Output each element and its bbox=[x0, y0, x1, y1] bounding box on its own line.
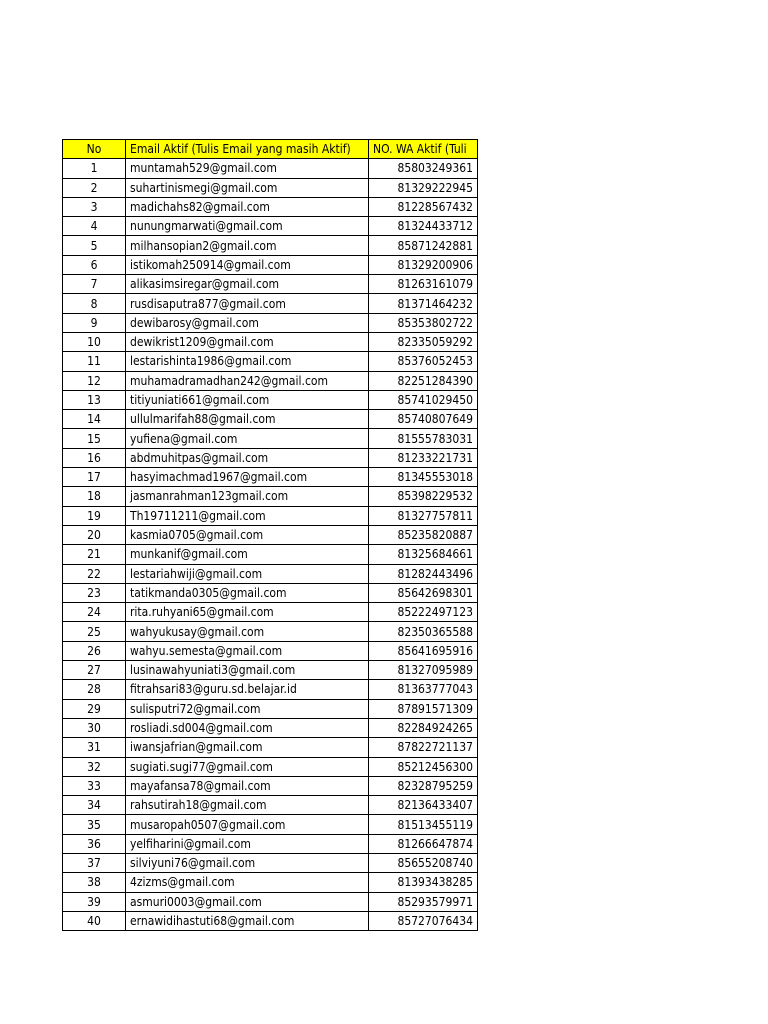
email-cell[interactable]: silviyuni76@gmail.com bbox=[126, 853, 369, 872]
row-number-cell[interactable]: 4 bbox=[63, 217, 126, 236]
table-row bbox=[63, 487, 478, 506]
wa-number-cell[interactable]: 82284924265 bbox=[369, 718, 478, 737]
email-cell[interactable]: wahyu.semesta@gmail.com bbox=[126, 641, 369, 660]
table-row bbox=[63, 506, 478, 525]
table-row bbox=[63, 796, 478, 815]
wa-number-cell[interactable]: 87822721137 bbox=[369, 738, 478, 757]
table-row bbox=[63, 583, 478, 602]
row-number-cell[interactable]: 35 bbox=[63, 815, 126, 834]
email-cell[interactable]: 4zizms@gmail.com bbox=[126, 873, 369, 892]
table-row bbox=[63, 159, 478, 178]
email-cell[interactable]: muhamadramadhan242@gmail.com bbox=[126, 371, 369, 390]
data-table bbox=[62, 139, 478, 931]
table-row bbox=[63, 448, 478, 467]
wa-number-cell[interactable]: 85655208740 bbox=[369, 853, 478, 872]
table-body bbox=[63, 159, 478, 931]
wa-number-cell[interactable]: 81282443496 bbox=[369, 564, 478, 583]
email-cell[interactable]: yelfiharini@gmail.com bbox=[126, 834, 369, 853]
row-number-cell[interactable]: 5 bbox=[63, 236, 126, 255]
row-number-cell[interactable]: 3 bbox=[63, 197, 126, 216]
wa-number-cell[interactable]: 85353802722 bbox=[369, 313, 478, 332]
email-cell[interactable]: lestariahwiji@gmail.com bbox=[126, 564, 369, 583]
table-row bbox=[63, 371, 478, 390]
email-cell[interactable]: munkanif@gmail.com bbox=[126, 545, 369, 564]
row-number-cell[interactable]: 6 bbox=[63, 255, 126, 274]
wa-number-cell[interactable]: 85642698301 bbox=[369, 583, 478, 602]
row-number-cell[interactable]: 2 bbox=[63, 178, 126, 197]
table-row bbox=[63, 313, 478, 332]
table-row bbox=[63, 197, 478, 216]
row-number-cell[interactable]: 23 bbox=[63, 583, 126, 602]
table-row bbox=[63, 738, 478, 757]
row-number-cell[interactable]: 17 bbox=[63, 468, 126, 487]
wa-number-cell[interactable]: 85727076434 bbox=[369, 911, 478, 930]
wa-number-cell[interactable]: 81329200906 bbox=[369, 255, 478, 274]
wa-number-cell[interactable]: 81266647874 bbox=[369, 834, 478, 853]
table-row bbox=[63, 680, 478, 699]
email-cell[interactable]: wahyukusay@gmail.com bbox=[126, 622, 369, 641]
wa-number-cell[interactable]: 81228567432 bbox=[369, 197, 478, 216]
row-number-cell[interactable]: 14 bbox=[63, 410, 126, 429]
row-number-cell[interactable]: 9 bbox=[63, 313, 126, 332]
row-number-cell[interactable]: 8 bbox=[63, 294, 126, 313]
email-cell[interactable]: lusinawahyuniati3@gmail.com bbox=[126, 661, 369, 680]
email-cell[interactable]: sugiati.sugi77@gmail.com bbox=[126, 757, 369, 776]
wa-number-cell[interactable]: 81513455119 bbox=[369, 815, 478, 834]
email-cell[interactable]: istikomah250914@gmail.com bbox=[126, 255, 369, 274]
row-number-cell[interactable]: 31 bbox=[63, 738, 126, 757]
row-number-cell[interactable]: 29 bbox=[63, 699, 126, 718]
row-number-cell[interactable]: 16 bbox=[63, 448, 126, 467]
wa-number-cell[interactable]: 81555783031 bbox=[369, 429, 478, 448]
wa-number-cell[interactable]: 85641695916 bbox=[369, 641, 478, 660]
row-number-cell[interactable]: 12 bbox=[63, 371, 126, 390]
table-row bbox=[63, 911, 478, 930]
row-number-cell[interactable]: 39 bbox=[63, 892, 126, 911]
wa-number-cell[interactable]: 85235820887 bbox=[369, 525, 478, 544]
table-row bbox=[63, 603, 478, 622]
email-cell[interactable]: dewikrist1209@gmail.com bbox=[126, 332, 369, 351]
row-number-cell[interactable]: 25 bbox=[63, 622, 126, 641]
email-cell[interactable]: rusdisaputra877@gmail.com bbox=[126, 294, 369, 313]
email-cell[interactable]: milhansopian2@gmail.com bbox=[126, 236, 369, 255]
table-row bbox=[63, 255, 478, 274]
email-cell[interactable]: abdmuhitpas@gmail.com bbox=[126, 448, 369, 467]
wa-number-cell[interactable]: 85222497123 bbox=[369, 603, 478, 622]
table-row bbox=[63, 757, 478, 776]
row-number-cell[interactable]: 34 bbox=[63, 796, 126, 815]
row-number-cell[interactable]: 19 bbox=[63, 506, 126, 525]
email-cell[interactable]: titiyuniati661@gmail.com bbox=[126, 390, 369, 409]
email-cell[interactable]: rahsutirah18@gmail.com bbox=[126, 796, 369, 815]
wa-number-cell[interactable]: 81233221731 bbox=[369, 448, 478, 467]
table-row bbox=[63, 236, 478, 255]
wa-number-cell[interactable]: 81324433712 bbox=[369, 217, 478, 236]
wa-number-cell[interactable]: 82328795259 bbox=[369, 776, 478, 795]
email-cell[interactable]: tatikmanda0305@gmail.com bbox=[126, 583, 369, 602]
table-row bbox=[63, 564, 478, 583]
header-email[interactable]: Email Aktif (Tulis Email yang masih Aktif) bbox=[126, 140, 369, 159]
table-row bbox=[63, 699, 478, 718]
row-number-cell[interactable]: 28 bbox=[63, 680, 126, 699]
row-number-cell[interactable]: 20 bbox=[63, 525, 126, 544]
wa-number-cell[interactable]: 82251284390 bbox=[369, 371, 478, 390]
wa-number-cell[interactable]: 85376052453 bbox=[369, 352, 478, 371]
row-number-cell[interactable]: 40 bbox=[63, 911, 126, 930]
row-number-cell[interactable]: 7 bbox=[63, 275, 126, 294]
table-row bbox=[63, 390, 478, 409]
table-row bbox=[63, 410, 478, 429]
email-cell[interactable]: Th19711211@gmail.com bbox=[126, 506, 369, 525]
email-cell[interactable]: iwansjafrian@gmail.com bbox=[126, 738, 369, 757]
row-number-cell[interactable]: 33 bbox=[63, 776, 126, 795]
email-cell[interactable]: lestarishinta1986@gmail.com bbox=[126, 352, 369, 371]
email-cell[interactable]: madichahs82@gmail.com bbox=[126, 197, 369, 216]
wa-number-cell[interactable]: 81327095989 bbox=[369, 661, 478, 680]
table-row bbox=[63, 352, 478, 371]
row-number-cell[interactable]: 22 bbox=[63, 564, 126, 583]
email-cell[interactable]: rita.ruhyani65@gmail.com bbox=[126, 603, 369, 622]
email-cell[interactable]: dewibarosy@gmail.com bbox=[126, 313, 369, 332]
table-row bbox=[63, 853, 478, 872]
table-row bbox=[63, 525, 478, 544]
table-row bbox=[63, 545, 478, 564]
row-number-cell[interactable]: 30 bbox=[63, 718, 126, 737]
table-row bbox=[63, 661, 478, 680]
wa-number-cell[interactable]: 81325684661 bbox=[369, 545, 478, 564]
table-row bbox=[63, 892, 478, 911]
wa-number-cell[interactable]: 85740807649 bbox=[369, 410, 478, 429]
table-row bbox=[63, 275, 478, 294]
wa-number-cell[interactable]: 85398229532 bbox=[369, 487, 478, 506]
wa-number-cell[interactable]: 81363777043 bbox=[369, 680, 478, 699]
wa-number-cell[interactable]: 87891571309 bbox=[369, 699, 478, 718]
header-row bbox=[63, 140, 478, 159]
table-row bbox=[63, 776, 478, 795]
header-no[interactable]: No bbox=[63, 140, 126, 159]
table-row bbox=[63, 332, 478, 351]
row-number-cell[interactable]: 18 bbox=[63, 487, 126, 506]
wa-number-cell[interactable]: 82136433407 bbox=[369, 796, 478, 815]
email-cell[interactable]: asmuri0003@gmail.com bbox=[126, 892, 369, 911]
email-cell[interactable]: nunungmarwati@gmail.com bbox=[126, 217, 369, 236]
table-row bbox=[63, 641, 478, 660]
row-number-cell[interactable]: 13 bbox=[63, 390, 126, 409]
table-row bbox=[63, 468, 478, 487]
row-number-cell[interactable]: 37 bbox=[63, 853, 126, 872]
table-row bbox=[63, 834, 478, 853]
email-cell[interactable]: ullulmarifah88@gmail.com bbox=[126, 410, 369, 429]
table-row bbox=[63, 718, 478, 737]
email-cell[interactable]: musaropah0507@gmail.com bbox=[126, 815, 369, 834]
row-number-cell[interactable]: 38 bbox=[63, 873, 126, 892]
email-cell[interactable]: alikasimsiregar@gmail.com bbox=[126, 275, 369, 294]
email-cell[interactable]: suhartinismegi@gmail.com bbox=[126, 178, 369, 197]
table-row bbox=[63, 873, 478, 892]
table-row bbox=[63, 217, 478, 236]
wa-number-cell[interactable]: 85293579971 bbox=[369, 892, 478, 911]
wa-number-cell[interactable]: 85871242881 bbox=[369, 236, 478, 255]
row-number-cell[interactable]: 27 bbox=[63, 661, 126, 680]
email-cell[interactable]: muntamah529@gmail.com bbox=[126, 159, 369, 178]
email-cell[interactable]: jasmanrahman123gmail.com bbox=[126, 487, 369, 506]
email-cell[interactable]: ernawidihastuti68@gmail.com bbox=[126, 911, 369, 930]
row-number-cell[interactable]: 36 bbox=[63, 834, 126, 853]
row-number-cell[interactable]: 26 bbox=[63, 641, 126, 660]
header-wa[interactable]: NO. WA Aktif (Tuli bbox=[369, 140, 478, 159]
wa-number-cell[interactable]: 81371464232 bbox=[369, 294, 478, 313]
email-cell[interactable]: hasyimachmad1967@gmail.com bbox=[126, 468, 369, 487]
email-cell[interactable]: rosliadi.sd004@gmail.com bbox=[126, 718, 369, 737]
wa-number-cell[interactable]: 85803249361 bbox=[369, 159, 478, 178]
wa-number-cell[interactable]: 82350365588 bbox=[369, 622, 478, 641]
row-number-cell[interactable]: 10 bbox=[63, 332, 126, 351]
row-number-cell[interactable]: 1 bbox=[63, 159, 126, 178]
wa-number-cell[interactable]: 85741029450 bbox=[369, 390, 478, 409]
wa-number-cell[interactable]: 81345553018 bbox=[369, 468, 478, 487]
wa-number-cell[interactable]: 81393438285 bbox=[369, 873, 478, 892]
row-number-cell[interactable]: 32 bbox=[63, 757, 126, 776]
email-cell[interactable]: sulisputri72@gmail.com bbox=[126, 699, 369, 718]
wa-number-cell[interactable]: 81329222945 bbox=[369, 178, 478, 197]
email-cell[interactable]: yufiena@gmail.com bbox=[126, 429, 369, 448]
table-row bbox=[63, 178, 478, 197]
row-number-cell[interactable]: 24 bbox=[63, 603, 126, 622]
email-cell[interactable]: fitrahsari83@guru.sd.belajar.id bbox=[126, 680, 369, 699]
table-row bbox=[63, 429, 478, 448]
row-number-cell[interactable]: 21 bbox=[63, 545, 126, 564]
email-cell[interactable]: mayafansa78@gmail.com bbox=[126, 776, 369, 795]
row-number-cell[interactable]: 11 bbox=[63, 352, 126, 371]
table-row bbox=[63, 815, 478, 834]
email-cell[interactable]: kasmia0705@gmail.com bbox=[126, 525, 369, 544]
table-row bbox=[63, 294, 478, 313]
table-row bbox=[63, 622, 478, 641]
row-number-cell[interactable]: 15 bbox=[63, 429, 126, 448]
wa-number-cell[interactable]: 81263161079 bbox=[369, 275, 478, 294]
wa-number-cell[interactable]: 81327757811 bbox=[369, 506, 478, 525]
wa-number-cell[interactable]: 85212456300 bbox=[369, 757, 478, 776]
wa-number-cell[interactable]: 82335059292 bbox=[369, 332, 478, 351]
